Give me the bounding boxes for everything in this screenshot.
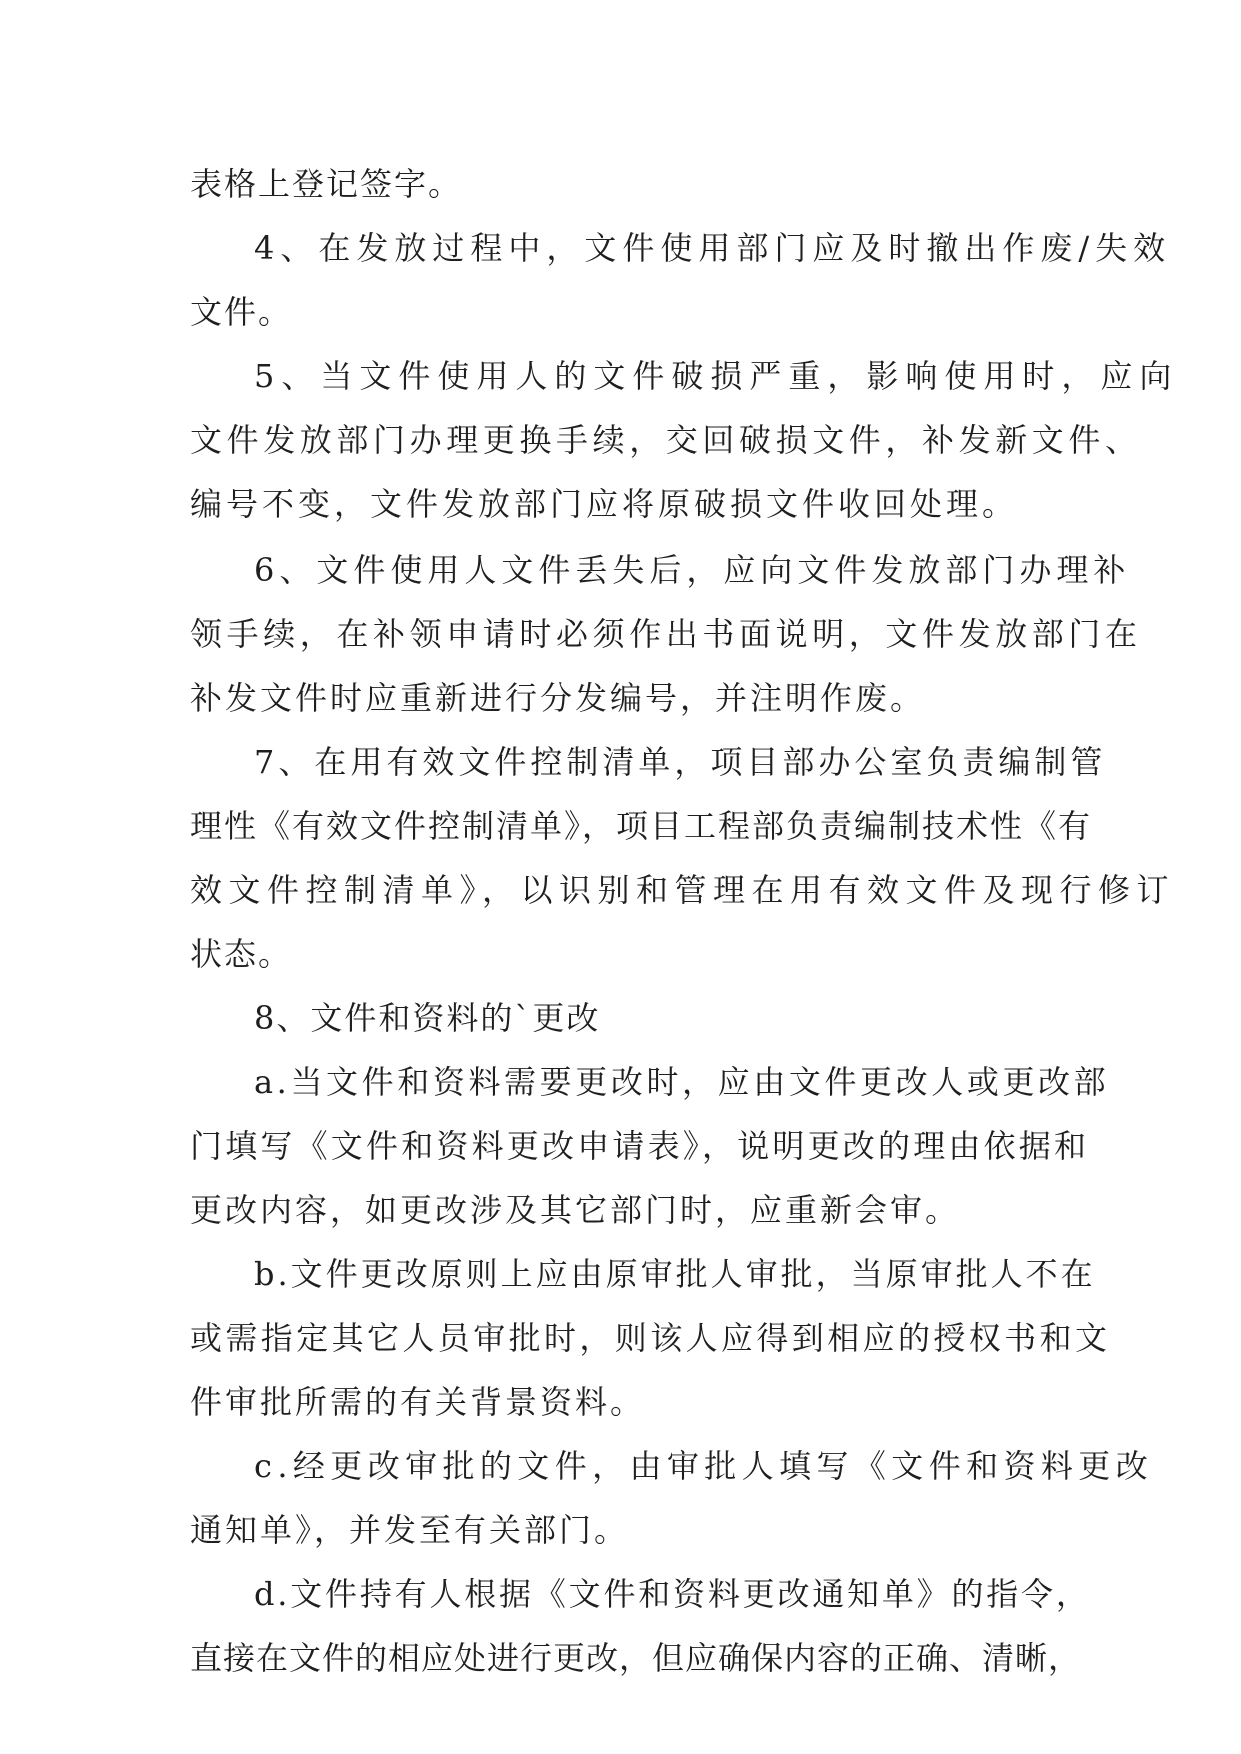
text-line: 件审批所需的有关背景资料。 (190, 1383, 646, 1421)
text-line: c.经更改审批的文件，由审批人填写《文件和资料更改 (254, 1447, 1154, 1485)
text-line: 领手续，在补领申请时必须作出书面说明，文件发放部门在 (190, 615, 1142, 653)
text-line: 编号不变，文件发放部门应将原破损文件收回处理。 (190, 485, 1019, 523)
text-line: 或需指定其它人员审批时，则该人应得到相应的授权书和文 (190, 1319, 1111, 1357)
text-line: 文件发放部门办理更换手续，交回破损文件，补发新文件、 (190, 421, 1142, 459)
text-line: b.文件更改原则上应由原审批人审批，当原审批人不在 (254, 1255, 1096, 1293)
text-line: 门填写《文件和资料更改申请表》，说明更改的理由依据和 (190, 1127, 1090, 1165)
text-line: 理性《有效文件控制清单》，项目工程部负责编制技术性《有 (190, 807, 1093, 845)
text-line: 7、在用有效文件控制清单，项目部办公室负责编制管 (254, 743, 1107, 781)
text-line: 状态。 (190, 935, 293, 973)
text-line: 4、在发放过程中，文件使用部门应及时撤出作废/失效 (254, 229, 1172, 267)
text-line: 效文件控制清单》，以识别和管理在用有效文件及现行修订 (190, 871, 1176, 909)
text-line: 8、文件和资料的`更改 (254, 999, 601, 1037)
text-line: 直接在文件的相应处进行更改，但应确保内容的正确、清晰， (190, 1639, 1082, 1677)
text-line: 5、当文件使用人的文件破损严重，影响使用时，应向 (254, 357, 1179, 395)
text-line: 更改内容，如更改涉及其它部门时，应重新会审。 (190, 1191, 961, 1229)
text-line: d.文件持有人根据《文件和资料更改通知单》的指令， (254, 1575, 1091, 1613)
text-line: a.当文件和资料需要更改时，应由文件更改人或更改部 (254, 1063, 1110, 1101)
text-line: 6、文件使用人文件丢失后，应向文件发放部门办理补 (254, 551, 1131, 589)
text-line: 通知单》，并发至有关部门。 (190, 1511, 630, 1549)
text-line: 文件。 (190, 293, 293, 331)
text-line: 表格上登记签字。 (190, 165, 463, 203)
text-line: 补发文件时应重新进行分发编号，并注明作废。 (190, 679, 926, 717)
